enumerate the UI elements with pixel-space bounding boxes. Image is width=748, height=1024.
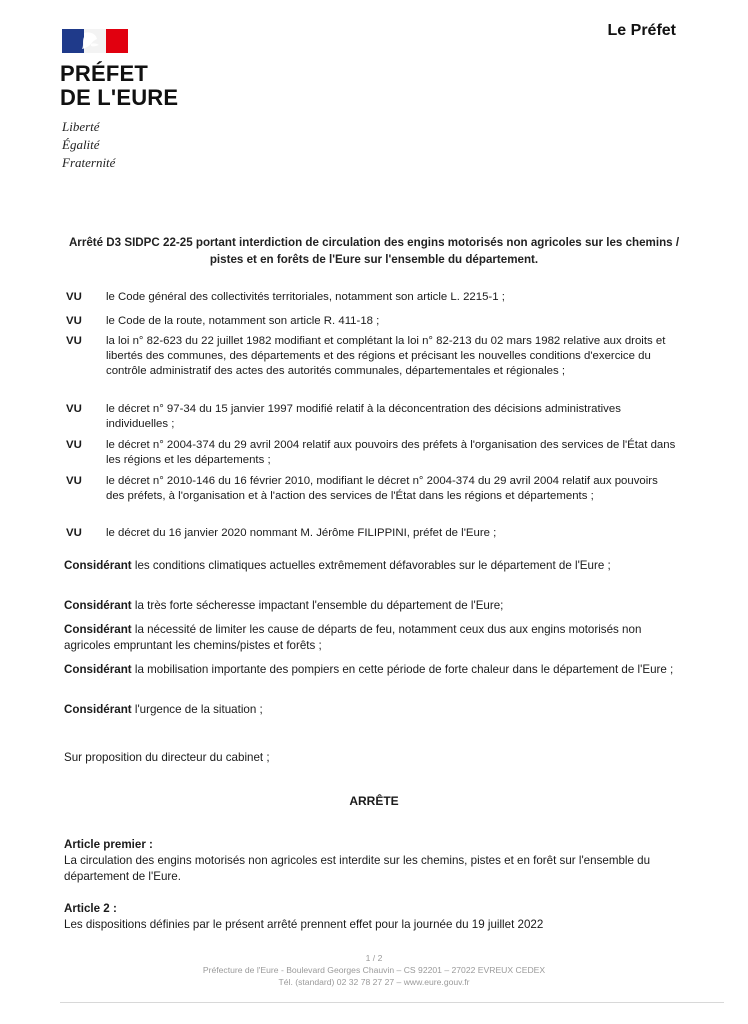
footer-divider (60, 1002, 724, 1003)
vu-item (66, 290, 676, 305)
vu-item (66, 526, 676, 541)
vu-text: le décret n° 2004-374 du 29 avril 2004 relatif aux pouvoirs des préfets à l'organisation des services de l'État dans les régions et les départements ; (106, 439, 676, 466)
considerant-item (64, 598, 678, 614)
considerant-item (64, 702, 678, 718)
signatory-label: Le Préfet (607, 22, 676, 39)
document-title: Arrêté D3 SIDPC 22-25 portant interdiction de circulation des engins motorisés non agricoles sur les chemins / pistes et en forêts de l'Eure sur l'ensemble du département. (68, 236, 680, 266)
article-2-title: Article 2 : (64, 902, 117, 915)
considerant-item (64, 662, 678, 678)
vu-label: VU (66, 475, 82, 487)
considerant-label: Considérant (64, 559, 132, 572)
vu-item (66, 474, 676, 504)
considerant-label: Considérant (64, 623, 132, 636)
article-1-text: La circulation des engins motorisés non agricoles est interdite sur les chemins, pistes et en forêt sur l'ensemble du département de l'Eure. (64, 854, 651, 883)
motto-liberte: Liberté (62, 119, 100, 134)
motto-egalite: Égalité (62, 137, 100, 152)
vu-label: VU (66, 439, 82, 451)
considerant-item (64, 622, 678, 654)
vu-text: le Code de la route, notamment son article R. 411-18 ; (106, 315, 380, 327)
vu-label: VU (66, 315, 82, 327)
vu-label: VU (66, 335, 82, 347)
considerant-text: les conditions climatiques actuelles extrêmement défavorables sur le département de l'Eure ; (131, 559, 611, 572)
prefecture-wordmark (60, 62, 178, 110)
considerant-item (64, 558, 678, 574)
vu-text: le Code général des collectivités territoriales, notamment son article L. 2215-1 ; (106, 291, 505, 303)
considerant-label: Considérant (64, 663, 132, 676)
considerant-label: Considérant (64, 703, 132, 716)
brand-line-2: DE L'EURE (60, 85, 179, 110)
considerant-label: Considérant (64, 599, 132, 612)
republic-motto (62, 118, 115, 172)
marianne-icon (78, 31, 102, 51)
considerant-text: la mobilisation importante des pompiers en cette période de forte chaleur dans le département de l'Eure ; (131, 663, 674, 676)
article-2-text: Les dispositions définies par le présent arrêté prennent effet pour la journée du 19 juillet 2022 (64, 918, 544, 931)
vu-text: le décret n° 97-34 du 15 janvier 1997 modifié relatif à la déconcentration des décisions administratives individuelles ; (106, 403, 621, 430)
vu-text: le décret n° 2010-146 du 16 février 2010, modifiant le décret n° 2004-374 du 29 avril 2004 relatif aux pouvoirs des préfets, à l'organisation et à l'action des services de l'État dans les régions et départements ; (106, 475, 658, 502)
vu-label: VU (66, 291, 82, 303)
motto-fraternite: Fraternité (62, 155, 116, 170)
vu-item (66, 334, 676, 379)
republic-flag-logo (62, 29, 128, 53)
considerant-text: l'urgence de la situation ; (131, 703, 263, 716)
page-number: 1 / 2 (365, 953, 383, 963)
article-1-title: Article premier : (64, 838, 153, 851)
arrete-heading: ARRÊTE (349, 794, 399, 808)
vu-text: la loi n° 82-623 du 22 juillet 1982 modifiant et complétant la loi n° 82-213 du 02 mars 1982 relative aux droits et libertés des communes, des départements et des régions et précisant les nouvelles conditions d'exercice du contrôle administratif des actes des autorités communales, départementales et régionales ; (106, 335, 666, 377)
proposition-text: Sur proposition du directeur du cabinet ; (64, 751, 270, 764)
vu-label: VU (66, 403, 82, 415)
vu-item (66, 438, 676, 468)
vu-item (66, 402, 676, 432)
vu-item (66, 314, 676, 329)
brand-line-1: PRÉFET (60, 61, 148, 86)
considerant-text: la très forte sécheresse impactant l'ensemble du département de l'Eure; (131, 599, 504, 612)
considerant-text: la nécessité de limiter les cause de départs de feu, notamment ceux dus aux engins motorisés non agricoles empruntant les chemins/pistes et forêts ; (64, 623, 642, 652)
footer-contact: Tél. (standard) 02 32 78 27 27 – www.eure.gouv.fr (278, 977, 470, 987)
vu-text: le décret du 16 janvier 2020 nommant M. Jérôme FILIPPINI, préfet de l'Eure ; (106, 527, 497, 539)
footer-address: Préfecture de l'Eure - Boulevard Georges Chauvin – CS 92201 – 27022 EVREUX CEDEX (202, 965, 546, 975)
vu-label: VU (66, 527, 82, 539)
